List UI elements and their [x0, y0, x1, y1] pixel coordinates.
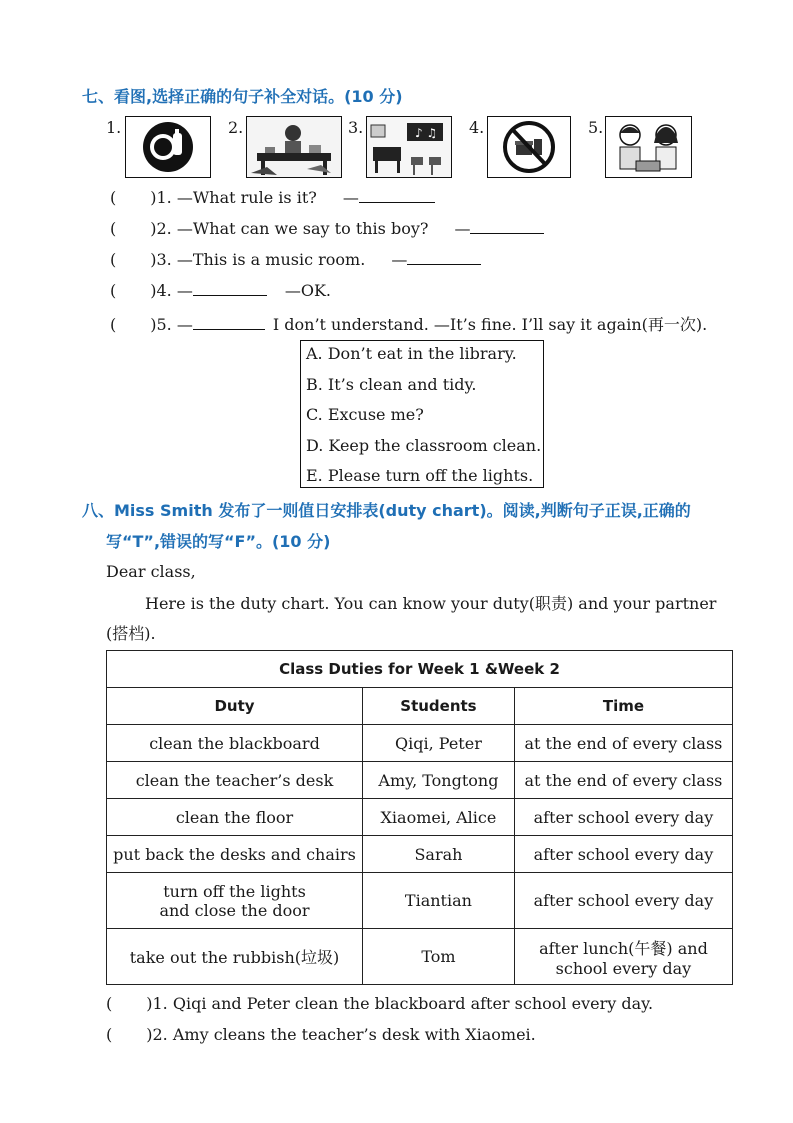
table-row [107, 929, 733, 985]
statement-row: ( )1. Qiqi and Peter clean the blackboard after school every day. [106, 994, 654, 1013]
option-c: C. Excuse me? [306, 405, 424, 424]
table-title: Class Duties for Week 1 &Week 2 [107, 651, 733, 688]
option-d: D. Keep the classroom clean. [306, 436, 542, 455]
table-row [107, 762, 733, 799]
table-row [107, 873, 733, 929]
time-cell: after school every day [514, 799, 732, 836]
section8-heading: 八、Miss Smith 发布了一则值日安排表(duty chart)。阅读,判断句子正误,正确的 [82, 501, 691, 520]
picture-number-2: 2. [228, 118, 244, 137]
two-children-icon [605, 116, 692, 178]
greeting: Dear class, [106, 562, 196, 581]
quiet-sign-icon [125, 116, 211, 178]
option-b: B. It’s clean and tidy. [306, 375, 477, 394]
no-eating-sign-icon [487, 116, 571, 178]
duty-cell: take out the rubbish(垃圾) [107, 929, 363, 985]
music-room-icon [366, 116, 452, 178]
question-row: ( )4. — —OK. [110, 281, 332, 300]
picture-number-4: 4. [469, 118, 485, 137]
duty-cell: turn off the lights and close the door [107, 873, 363, 929]
duty-cell: put back the desks and chairs [107, 836, 363, 873]
column-header: Time [514, 688, 732, 725]
section7-heading: 七、看图,选择正确的句子补全对话。(10 分) [82, 87, 403, 106]
time-cell: after school every day [514, 836, 732, 873]
students-cell: Xiaomei, Alice [363, 799, 515, 836]
question-row: ( )5. — I don’t understand. —It’s fine. I’ll say it again(再一次). [110, 315, 708, 334]
column-header: Students [363, 688, 515, 725]
duty-cell: clean the teacher’s desk [107, 762, 363, 799]
column-header: Duty [107, 688, 363, 725]
answer-blank[interactable] [193, 315, 265, 330]
students-cell: Tom [363, 929, 515, 985]
picture-number-3: 3. [348, 118, 364, 137]
options-box [300, 340, 544, 488]
students-cell: Amy, Tongtong [363, 762, 515, 799]
section8-heading-line2: 写“T”,错误的写“F”。(10 分) [106, 532, 331, 551]
table-row [107, 725, 733, 762]
body-text-line2: (搭档). [106, 624, 156, 643]
duty-table [106, 650, 733, 985]
time-cell: after school every day [514, 873, 732, 929]
students-cell: Sarah [363, 836, 515, 873]
question-row: ( )1. —What rule is it? — [110, 188, 435, 207]
question-row: ( )2. —What can we say to this boy? — [110, 219, 544, 238]
table-row [107, 836, 733, 873]
time-cell: after lunch(午餐) and school every day [514, 929, 732, 985]
duty-cell: clean the blackboard [107, 725, 363, 762]
option-a: A. Don’t eat in the library. [306, 344, 517, 363]
picture-number-1: 1. [106, 118, 122, 137]
picture-number-5: 5. [588, 118, 604, 137]
question-row: ( )3. —This is a music room. — [110, 250, 481, 269]
table-row [107, 799, 733, 836]
svg-text:♪ ♫: ♪ ♫ [415, 126, 438, 140]
answer-blank[interactable] [470, 219, 544, 234]
students-cell: Qiqi, Peter [363, 725, 515, 762]
duty-cell: clean the floor [107, 799, 363, 836]
answer-blank[interactable] [359, 188, 435, 203]
time-cell: at the end of every class [514, 725, 732, 762]
time-cell: at the end of every class [514, 762, 732, 799]
answer-blank[interactable] [407, 250, 481, 265]
messy-desk-icon [246, 116, 342, 178]
option-e: E. Please turn off the lights. [306, 466, 534, 485]
statement-row: ( )2. Amy cleans the teacher’s desk with Xiaomei. [106, 1025, 536, 1044]
answer-blank[interactable] [193, 281, 267, 296]
students-cell: Tiantian [363, 873, 515, 929]
body-text: Here is the duty chart. You can know your duty(职责) and your partner [145, 594, 717, 613]
